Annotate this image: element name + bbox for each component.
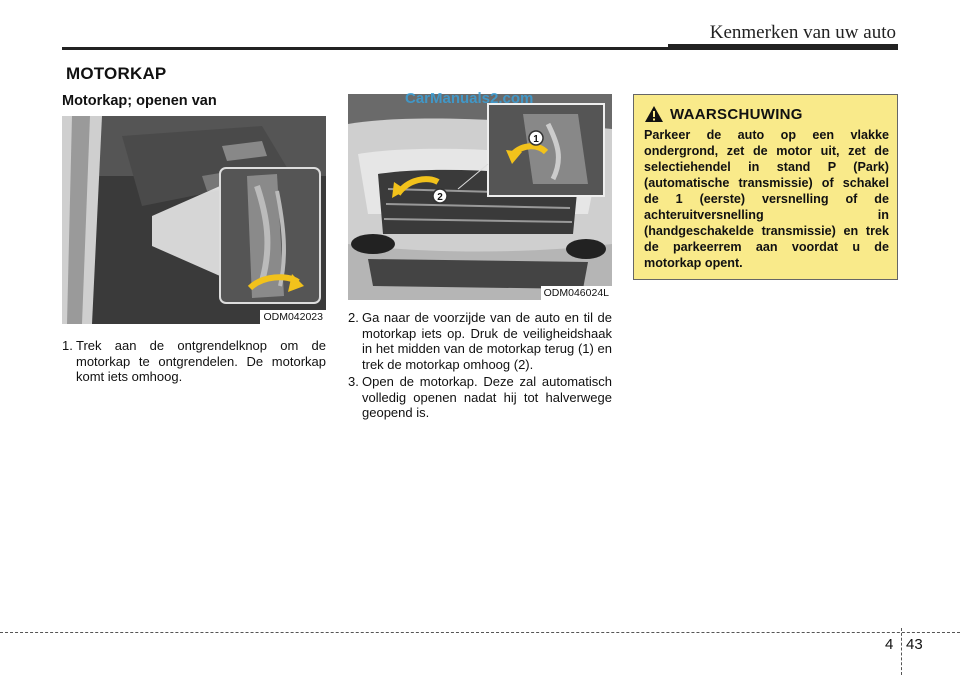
figure-hood-release-lever bbox=[62, 116, 326, 324]
step-number: 1. bbox=[62, 338, 73, 353]
section-title: MOTORKAP bbox=[66, 64, 167, 83]
warning-title: WAARSCHUWING bbox=[670, 105, 803, 123]
running-header: Kenmerken van uw auto bbox=[709, 22, 896, 43]
callout-2: 2 bbox=[437, 192, 443, 203]
step-number: 2. bbox=[348, 310, 359, 325]
header-rule bbox=[62, 47, 898, 50]
footer-divider bbox=[901, 628, 902, 675]
hood-release-illustration bbox=[62, 116, 326, 324]
figure-code: ODM042023 bbox=[260, 310, 326, 324]
warning-text: Parkeer de auto op een vlakke ondergrond, zet de motor uit, zet de selectiehendel in stand P (Park) (automatische transmissie) of schakel de 1 (eerste) versnelling of de achteruitversnelling in (handgeschakelde transmissie) en trek de parkeerrem aan voordat u de motorkap opent. bbox=[644, 128, 889, 270]
step-text: Open de motorkap. Deze zal automatisch volledig openen nadat hij tot halverwege geopend is. bbox=[362, 374, 612, 420]
step-item bbox=[348, 310, 612, 372]
step-text: Ga naar de voorzijde van de auto en til de motorkap iets op. Druk de veiligheidshaak in het midden van de motorkap terug (1) en trek de motorkap omhoog (2). bbox=[362, 310, 612, 372]
steps-column-2 bbox=[348, 310, 612, 423]
step-item bbox=[62, 338, 326, 385]
footer-rule bbox=[0, 632, 960, 633]
watermark: CarManuals2.com bbox=[405, 90, 534, 107]
warning-triangle-icon bbox=[644, 105, 664, 123]
callout-1: 1 bbox=[533, 134, 539, 145]
subsection-title: Motorkap; openen van bbox=[62, 93, 217, 109]
hood-latch-illustration bbox=[348, 94, 612, 300]
figure-hood-latch bbox=[348, 94, 612, 300]
step-item bbox=[348, 374, 612, 421]
warning-box bbox=[633, 94, 898, 280]
warning-header bbox=[644, 105, 889, 123]
steps-column-1 bbox=[62, 338, 326, 387]
chapter-number: 4 bbox=[885, 636, 894, 653]
figure-code: ODM046024L bbox=[541, 286, 612, 300]
step-text: Trek aan de ontgrendelknop om de motorkap te ontgrendelen. De motorkap komt iets omhoog. bbox=[76, 338, 326, 384]
page-number: 43 bbox=[906, 636, 923, 653]
step-number: 3. bbox=[348, 374, 359, 389]
